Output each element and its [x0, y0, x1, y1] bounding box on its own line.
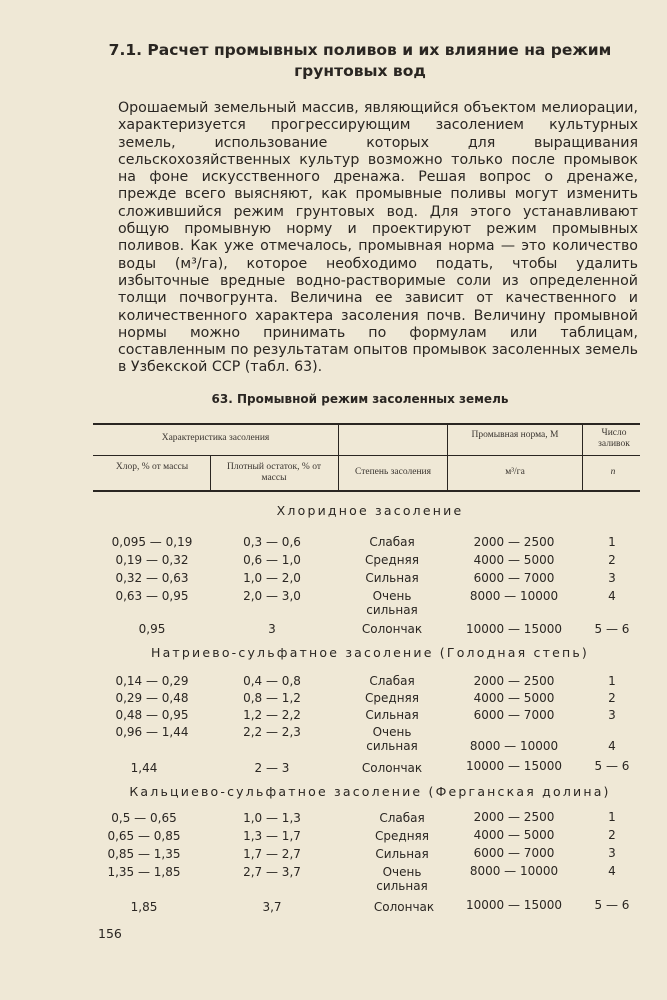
cell-count: 4 [608, 864, 616, 878]
header-salinity-group: Характеристика засоления [161, 433, 270, 443]
table-header-mid-rule [93, 455, 640, 456]
cell-norm: 10000 — 15000 [466, 759, 562, 773]
table-section-title: Кальциево-сульфатное засоление (Ферганская долина) [129, 784, 611, 799]
header-units: м³/га [505, 467, 525, 477]
cell-degree: Средняя [375, 829, 429, 843]
cell-chlorine: 0,5 — 0,65 [111, 811, 177, 825]
cell-norm: 6000 — 7000 [473, 571, 555, 585]
cell-count: 1 [608, 674, 616, 688]
cell-residue: 2,7 — 3,7 [243, 865, 301, 879]
cell-degree: Средняя [365, 553, 419, 567]
cell-chlorine: 1,85 [130, 900, 158, 914]
cell-degree: Очень сильная [366, 589, 418, 617]
cell-norm: 6000 — 7000 [473, 708, 555, 722]
section-heading [100, 40, 620, 82]
cell-residue: 2 — 3 [254, 761, 290, 775]
cell-residue: 1,3 — 1,7 [243, 829, 301, 843]
cell-degree: Слабая [369, 674, 415, 688]
header-dry-residue: Плотный остаток, % от массы [227, 462, 321, 483]
cell-degree: Слабая [379, 811, 425, 825]
cell-count: 2 [608, 828, 616, 842]
table-top-rule [93, 423, 640, 425]
header-wash-norm: Промывная норма, М [471, 430, 559, 440]
cell-residue: 2,0 — 3,0 [243, 589, 301, 603]
table-divider [338, 424, 339, 490]
cell-residue: 1,0 — 2,0 [243, 571, 301, 585]
cell-degree: Сильная [365, 708, 419, 722]
cell-count: 2 [608, 691, 616, 705]
cell-norm: 2000 — 2500 [473, 810, 555, 824]
cell-degree: Слабая [369, 535, 415, 549]
cell-chlorine: 0,14 — 0,29 [115, 674, 189, 688]
cell-degree: Солончак [373, 900, 435, 914]
cell-residue: 0,6 — 1,0 [243, 553, 301, 567]
cell-chlorine: 0,19 — 0,32 [115, 553, 189, 567]
cell-norm: 8000 — 10000 [469, 589, 559, 603]
cell-count: 5 — 6 [594, 622, 630, 636]
cell-norm: 2000 — 2500 [473, 674, 555, 688]
cell-residue: 0,3 — 0,6 [243, 535, 301, 549]
heading-line-2: грунтовых вод [294, 62, 426, 80]
table-divider [447, 424, 448, 490]
cell-count: 5 — 6 [594, 898, 630, 912]
cell-chlorine: 0,96 — 1,44 [115, 725, 189, 739]
cell-residue: 1,7 — 2,7 [243, 847, 301, 861]
header-fill-count: Число заливок [598, 428, 630, 449]
cell-count: 4 [608, 589, 616, 603]
cell-residue: 1,2 — 2,2 [243, 708, 301, 722]
cell-norm: 10000 — 15000 [466, 622, 562, 636]
cell-count: 4 [608, 739, 616, 753]
cell-count: 1 [608, 535, 616, 549]
cell-chlorine: 1,44 [130, 761, 158, 775]
cell-chlorine: 0,95 [138, 622, 166, 636]
cell-norm: 4000 — 5000 [473, 553, 555, 567]
cell-residue: 2,2 — 2,3 [243, 725, 301, 739]
cell-chlorine: 0,65 — 0,85 [107, 829, 181, 843]
cell-chlorine: 0,48 — 0,95 [115, 708, 189, 722]
cell-degree: Сильная [375, 847, 429, 861]
cell-residue: 1,0 — 1,3 [243, 811, 301, 825]
cell-chlorine: 1,35 — 1,85 [107, 865, 181, 879]
table-section-title: Натриево-сульфатное засоление (Голодная степь) [150, 645, 590, 660]
cell-norm: 6000 — 7000 [473, 846, 555, 860]
cell-count: 5 — 6 [594, 759, 630, 773]
cell-norm: 4000 — 5000 [473, 691, 555, 705]
cell-degree: Очень сильная [366, 725, 418, 753]
cell-chlorine: 0,29 — 0,48 [115, 691, 189, 705]
cell-degree: Солончак [361, 761, 423, 775]
cell-norm: 10000 — 15000 [466, 898, 562, 912]
page-number: 156 [98, 926, 122, 941]
cell-norm: 8000 — 10000 [469, 739, 559, 753]
cell-chlorine: 0,095 — 0,19 [111, 535, 193, 549]
cell-chlorine: 0,32 — 0,63 [115, 571, 189, 585]
header-degree: Степень засоления [355, 467, 431, 477]
cell-chlorine: 0,85 — 1,35 [107, 847, 181, 861]
table-section-title: Хлоридное засоление [276, 503, 464, 518]
cell-residue: 0,4 — 0,8 [243, 674, 301, 688]
cell-residue: 0,8 — 1,2 [243, 691, 301, 705]
cell-count: 3 [608, 571, 616, 585]
cell-degree: Сильная [365, 571, 419, 585]
cell-chlorine: 0,63 — 0,95 [115, 589, 189, 603]
cell-norm: 8000 — 10000 [469, 864, 559, 878]
cell-degree: Очень сильная [376, 865, 428, 893]
cell-residue: 3,7 [262, 900, 282, 914]
header-chlorine: Хлор, % от массы [115, 462, 189, 472]
table-divider [582, 424, 583, 490]
cell-degree: Солончак [361, 622, 423, 636]
cell-count: 1 [608, 810, 616, 824]
cell-residue: 3 [268, 622, 276, 636]
table-header-bottom-rule [93, 490, 640, 492]
cell-count: 2 [608, 553, 616, 567]
cell-norm: 2000 — 2500 [473, 535, 555, 549]
cell-count: 3 [608, 708, 616, 722]
heading-line-1: 7.1. Расчет промывных поливов и их влияние на режим [108, 41, 612, 59]
table-title: 63. Промывной режим засоленных земель [211, 392, 509, 406]
cell-count: 3 [608, 846, 616, 860]
body-paragraph: Орошаемый земельный массив, являющийся объектом мелиорации, характеризуется прогрессирующим засолением культурных земель, использование которых для выращивания сельскохозяйственных культур возможно только после промывок на фоне искусственного дренажа. Решая вопрос о дренаже, прежде всего выясняют, как промывные поливы могут изменить сложившийся режим грунтовых вод. Для этого устанавливают общую промывную норму и проектируют режим промывных поливов. Как уже отмечалось, промывная норма — это количество воды (м³/га), которое необходимо подать, чтобы удалить избыточные вредные водно-растворимые соли из определенной толщи почвогрунта. Величина ее зависит от качественного и количественного характера засоления почв. Величину промывной нормы можно принимать по формулам или таблицам, составленным по результатам опытов промывок засоленных земель в Узбекской ССР (табл. 63). [118, 100, 638, 376]
table-divider [210, 456, 211, 490]
cell-norm: 4000 — 5000 [473, 828, 555, 842]
header-n: n [610, 467, 616, 477]
cell-degree: Средняя [365, 691, 419, 705]
